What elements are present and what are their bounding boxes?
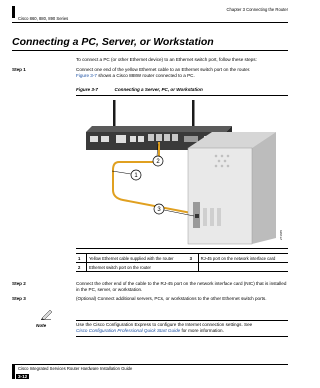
header-bar xyxy=(12,6,15,18)
chapter-header: Chapter 3 Connecting the Router xyxy=(226,7,288,12)
legend-text: Ethernet switch port on the router xyxy=(87,263,188,272)
legend-number: 2 xyxy=(76,263,87,272)
series-header: Cisco 860, 880, 890 Series xyxy=(18,16,69,21)
footer-rule xyxy=(12,364,288,365)
connection-illustration xyxy=(76,98,288,246)
note-rule xyxy=(76,320,288,321)
antenna-left xyxy=(113,100,116,130)
callout-legend xyxy=(76,253,288,272)
step-1-text xyxy=(76,67,288,79)
legend-text: Yellow Ethernet cable supplied with the router xyxy=(87,254,188,263)
caption-rule xyxy=(76,95,288,96)
note-text-a: Use the Cisco Configuration Express to configure the Internet connection settings. See xyxy=(76,322,253,327)
figure-bottom-rule xyxy=(76,248,288,249)
figure-id: 271665 xyxy=(279,229,283,240)
title-rule xyxy=(12,50,288,51)
callout-1-number: 1 xyxy=(134,173,138,179)
section-title: Connecting a PC, Server, or Workstation xyxy=(12,36,214,48)
figure-caption xyxy=(76,87,203,92)
quick-start-link[interactable]: Cisco Configuration Professional Quick Start Guide xyxy=(76,328,181,333)
pc-tower xyxy=(188,132,276,244)
antenna-right xyxy=(192,100,195,130)
note-bottom-rule xyxy=(76,336,288,337)
figure-caption-num: Figure 3-7 xyxy=(76,87,98,92)
step-3-label: Step 3 xyxy=(12,296,26,301)
footer-title: Cisco Integrated Services Router Hardware Installation Guide xyxy=(18,366,133,371)
legend-text: RJ-45 port on the network interface card xyxy=(198,254,288,263)
step-3-text: (Optional) Connect additional servers, PCs, or workstations to the other Ethernet switch ports. xyxy=(76,296,267,301)
note-text xyxy=(76,322,288,334)
callout-3-number: 3 xyxy=(157,207,161,213)
figure-caption-text: Connecting a Server, PC, or Workstation xyxy=(114,87,203,92)
figure-link[interactable]: Figure 3-7 xyxy=(76,73,97,78)
step-1-text-a: Connect one end of the yellow Ethernet cable to an Ethernet switch port on the router. xyxy=(76,67,251,72)
footer-bar xyxy=(12,365,15,379)
step-2-label: Step 2 xyxy=(12,281,26,286)
header-rule xyxy=(12,22,288,23)
step-1-text-b: shows a Cisco 888W router connected to a PC. xyxy=(96,73,195,78)
legend-number: 3 xyxy=(188,254,199,263)
ethernet-cable xyxy=(113,142,198,216)
callout-2-number: 2 xyxy=(156,159,160,165)
legend-row xyxy=(76,254,288,263)
note-pencil-icon xyxy=(40,308,54,320)
intro-text: To connect a PC (or other Ethernet device) to an Ethernet switch port, follow these steps: xyxy=(76,57,257,62)
step-2-text: Connect the other end of the cable to the RJ-45 port on the network interface card (NIC) that is installed in the PC, server, or workstation. xyxy=(76,281,287,292)
note-label: Note xyxy=(36,323,47,328)
callout-1 xyxy=(112,170,141,180)
legend-number: 1 xyxy=(76,254,87,263)
note-text-b: for more information. xyxy=(180,328,224,333)
step-1-label: Step 1 xyxy=(12,67,26,72)
page-number: 3-12 xyxy=(18,374,28,379)
legend-row xyxy=(76,263,288,272)
